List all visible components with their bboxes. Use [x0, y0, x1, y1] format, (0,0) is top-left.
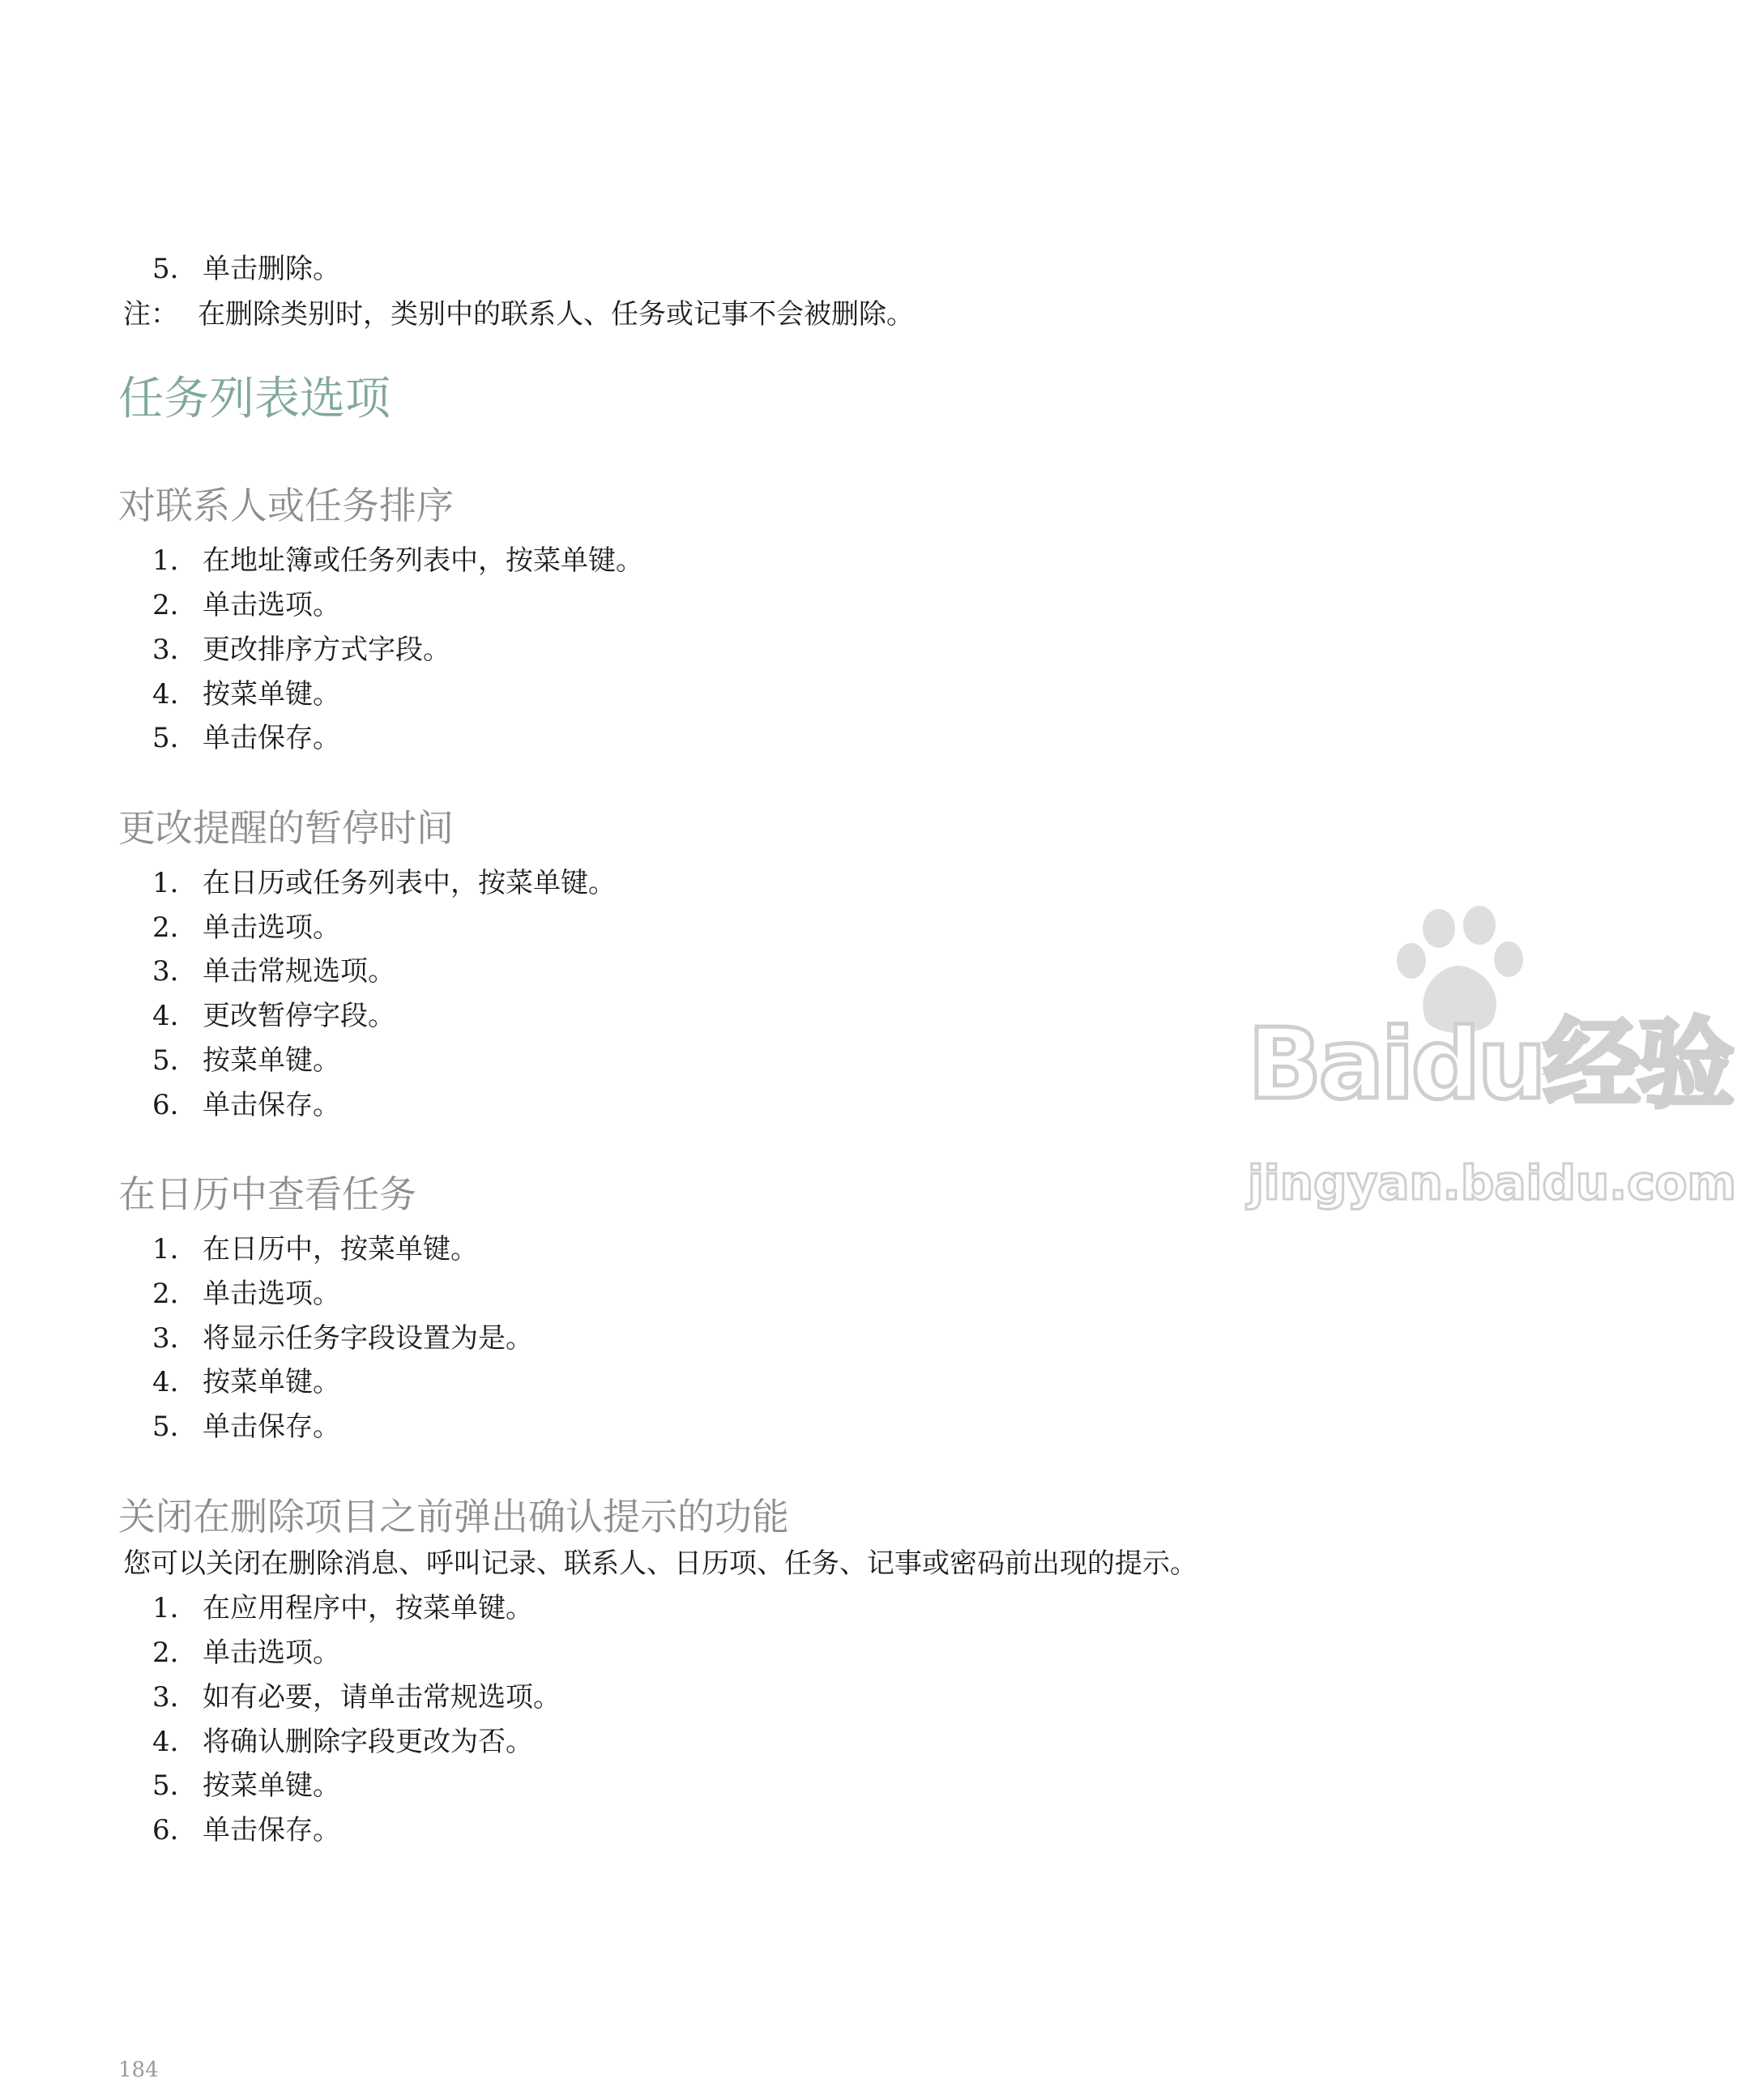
step-text: 单击保存。: [203, 1814, 340, 1846]
list-item: [152, 1043, 340, 1078]
step-text: 单击保存。: [203, 722, 340, 754]
step-number: 2.: [152, 589, 179, 621]
step-number: 4.: [152, 1000, 179, 1032]
step-text: 更改排序方式字段。: [203, 634, 450, 666]
section-intro: 您可以关闭在删除消息、呼叫记录、联系人、日历项、任务、记事或密码前出现的提示。: [123, 1547, 1197, 1580]
step-text: 单击删除。: [203, 253, 340, 285]
watermark-brand-text: Baidu经验: [1248, 1009, 1731, 1121]
step-number: 3.: [152, 1322, 179, 1355]
step-number: 5.: [152, 1044, 179, 1077]
step-number: 5.: [152, 722, 179, 754]
step-text: 在日历或任务列表中，按菜单键。: [203, 867, 616, 899]
step-text: 按菜单键。: [203, 1366, 340, 1398]
list-item: [152, 1321, 533, 1356]
step-number: 2.: [152, 911, 179, 944]
baidu-watermark-logo: [1240, 907, 1736, 1256]
step-number: 1.: [152, 1592, 179, 1624]
list-item: [152, 910, 340, 945]
list-item: [152, 998, 395, 1034]
list-item: [152, 1724, 533, 1760]
list-item: [152, 1812, 340, 1848]
step-number: 4.: [152, 678, 179, 711]
step-number: 1.: [152, 544, 179, 577]
step-number: 5.: [152, 1769, 179, 1802]
step-text: 单击保存。: [203, 1089, 340, 1121]
step-number: 4.: [152, 1366, 179, 1398]
step-number: 6.: [152, 1089, 179, 1121]
step-text: 单击选项。: [203, 911, 340, 944]
step-text: 在地址簿或任务列表中，按菜单键。: [203, 544, 643, 577]
list-item: [152, 587, 340, 623]
step-number: 5.: [152, 253, 179, 285]
step-text: 按菜单键。: [203, 678, 340, 711]
section-heading-delete-confirm: 关闭在删除项目之前弹出确认提示的功能: [118, 1495, 789, 1539]
list-item: [152, 720, 340, 756]
list-item: [152, 1231, 478, 1267]
step-text: 按菜单键。: [203, 1769, 340, 1802]
step-number: 1.: [152, 1233, 179, 1266]
watermark-url-text: jingyan.baidu.com: [1248, 1155, 1736, 1210]
list-item: [152, 1768, 340, 1803]
list-item: [152, 677, 340, 712]
step-number: 4.: [152, 1726, 179, 1758]
step-number: 3.: [152, 634, 179, 666]
section-heading-sort: 对联系人或任务排序: [118, 484, 454, 527]
note: [123, 297, 914, 332]
step-text: 单击常规选项。: [203, 955, 395, 988]
list-item: [152, 1276, 340, 1312]
step-text: 将显示任务字段设置为是。: [203, 1322, 533, 1355]
list-item: [152, 865, 616, 901]
step-text: 如有必要，请单击常规选项。: [203, 1681, 561, 1714]
step-text: 在日历中，按菜单键。: [203, 1233, 478, 1266]
list-item: [152, 1087, 340, 1123]
step-text: 单击选项。: [203, 589, 340, 621]
list-item: [152, 1409, 340, 1445]
step-text: 单击保存。: [203, 1411, 340, 1443]
step-text: 单击选项。: [203, 1637, 340, 1669]
step-number: 1.: [152, 867, 179, 899]
list-item: [152, 954, 395, 989]
section-heading-calendar-tasks: 在日历中查看任务: [118, 1172, 416, 1216]
step-text: 更改暂停字段。: [203, 1000, 395, 1032]
step-text: 按菜单键。: [203, 1044, 340, 1077]
list-item: [152, 1590, 533, 1626]
step-number: 3.: [152, 955, 179, 988]
top-step: [152, 251, 340, 287]
step-number: 3.: [152, 1681, 179, 1714]
step-number: 2.: [152, 1278, 179, 1310]
main-heading: 任务列表选项: [118, 373, 391, 425]
list-item: [152, 1680, 561, 1715]
step-text: 将确认删除字段更改为否。: [203, 1726, 533, 1758]
list-item: [152, 1364, 340, 1400]
note-text: 在删除类别时，类别中的联系人、任务或记事不会被删除。: [198, 298, 914, 331]
list-item: [152, 1635, 340, 1671]
step-text: 单击选项。: [203, 1278, 340, 1310]
step-number: 6.: [152, 1814, 179, 1846]
page-number: 184: [118, 2058, 159, 2082]
list-item: [152, 543, 643, 578]
section-heading-snooze: 更改提醒的暂停时间: [118, 806, 454, 850]
list-item: [152, 632, 450, 668]
step-text: 在应用程序中，按菜单键。: [203, 1592, 533, 1624]
step-number: 2.: [152, 1637, 179, 1669]
note-label: 注：: [123, 298, 178, 331]
step-number: 5.: [152, 1411, 179, 1443]
